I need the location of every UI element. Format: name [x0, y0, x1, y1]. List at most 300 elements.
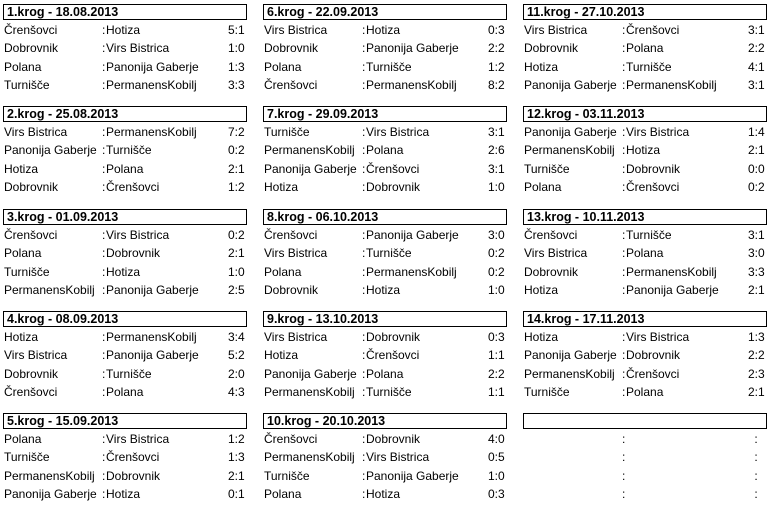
away-team: Črenšovci: [626, 367, 680, 381]
match-row: [520, 430, 768, 448]
round-block: [260, 4, 508, 96]
home-team: Turnišče: [524, 162, 570, 176]
team-separator: :: [622, 450, 626, 464]
round-title: 7.krog - 29.09.2013: [263, 106, 507, 122]
team-separator: :: [102, 41, 106, 55]
team-separator: :: [102, 23, 106, 37]
round-title: 12.krog - 03.11.2013: [523, 106, 767, 122]
away-team: Virs Bistrica: [626, 330, 690, 344]
away-team: Turnišče: [366, 385, 412, 399]
match-score: 3:1: [748, 78, 765, 92]
team-separator: :: [622, 487, 626, 501]
team-separator: :: [362, 283, 366, 297]
team-separator: :: [102, 180, 106, 194]
round-title: 13.krog - 10.11.2013: [523, 209, 767, 225]
away-team: PermanensKobilj: [366, 265, 457, 279]
match-score: 0:2: [228, 228, 245, 242]
match-row: [260, 430, 508, 448]
away-team: Virs Bistrica: [366, 125, 430, 139]
home-team: Panonija Gaberje: [4, 487, 97, 501]
match-score: 7:2: [228, 125, 245, 139]
team-separator: :: [102, 283, 106, 297]
home-team: Polana: [264, 487, 302, 501]
match-row: [260, 383, 508, 401]
match-row: [0, 328, 248, 346]
team-separator: :: [362, 450, 366, 464]
team-separator: :: [622, 60, 626, 74]
away-team: Hotiza: [106, 265, 141, 279]
team-separator: :: [102, 367, 106, 381]
match-score: 8:2: [488, 78, 505, 92]
away-team: Črenšovci: [106, 450, 160, 464]
away-team: Turnišče: [626, 228, 672, 242]
match-score: 3:1: [488, 162, 505, 176]
away-team: Panonija Gaberje: [366, 41, 459, 55]
away-team: Virs Bistrica: [366, 450, 430, 464]
match-score: 3:4: [228, 330, 245, 344]
match-row: [520, 123, 768, 141]
match-row: [520, 160, 768, 178]
round-title: 10.krog - 20.10.2013: [263, 413, 507, 429]
match-score: 0:3: [488, 487, 505, 501]
team-separator: :: [102, 330, 106, 344]
team-separator: :: [102, 246, 106, 260]
match-row: [0, 383, 248, 401]
home-team: Polana: [524, 180, 562, 194]
match-row: [260, 485, 508, 503]
away-team: Dobrovnik: [626, 348, 681, 362]
away-team: Turnišče: [106, 367, 152, 381]
match-row: [0, 160, 248, 178]
round-title: 5.krog - 15.09.2013: [3, 413, 247, 429]
away-team: Dobrovnik: [626, 162, 681, 176]
round-block: [520, 311, 768, 403]
team-separator: :: [102, 125, 106, 139]
home-team: Črenšovci: [4, 228, 58, 242]
round-title: 4.krog - 08.09.2013: [3, 311, 247, 327]
match-row: [0, 467, 248, 485]
match-score: 2:2: [748, 41, 765, 55]
match-score: :: [754, 432, 758, 446]
team-separator: :: [362, 162, 366, 176]
match-score: 2:0: [228, 367, 245, 381]
home-team: Virs Bistrica: [524, 246, 588, 260]
away-team: Dobrovnik: [106, 469, 161, 483]
away-team: Virs Bistrica: [106, 432, 170, 446]
match-row: [0, 21, 248, 39]
match-score: 1:0: [228, 265, 245, 279]
round-block: [0, 106, 248, 198]
away-team: Črenšovci: [626, 23, 680, 37]
home-team: Turnišče: [264, 125, 310, 139]
team-separator: :: [622, 41, 626, 55]
team-separator: :: [102, 385, 106, 399]
away-team: PermanensKobilj: [626, 78, 717, 92]
home-team: Dobrovnik: [524, 41, 579, 55]
team-separator: :: [102, 143, 106, 157]
away-team: Hotiza: [366, 23, 401, 37]
team-separator: :: [362, 78, 366, 92]
home-team: Polana: [264, 60, 302, 74]
match-score: 4:0: [488, 432, 505, 446]
round-block: [520, 106, 768, 198]
match-row: [260, 244, 508, 262]
home-team: Virs Bistrica: [4, 348, 68, 362]
home-team: Hotiza: [264, 348, 299, 362]
round-title: 2.krog - 25.08.2013: [3, 106, 247, 122]
away-team: Panonija Gaberje: [106, 348, 199, 362]
home-team: Polana: [264, 265, 302, 279]
home-team: Črenšovci: [264, 228, 318, 242]
match-row: [260, 160, 508, 178]
away-team: Polana: [626, 385, 664, 399]
away-team: PermanensKobilj: [366, 78, 457, 92]
match-row: [0, 76, 248, 94]
home-team: Virs Bistrica: [264, 246, 328, 260]
home-team: Panonija Gaberje: [264, 367, 357, 381]
away-team: Dobrovnik: [366, 180, 421, 194]
match-row: [260, 39, 508, 57]
home-team: Turnišče: [4, 78, 50, 92]
match-row: [520, 226, 768, 244]
match-row: [0, 430, 248, 448]
team-separator: :: [622, 283, 626, 297]
home-team: Črenšovci: [4, 385, 58, 399]
team-separator: :: [622, 469, 626, 483]
match-score: 2:2: [488, 367, 505, 381]
away-team: Dobrovnik: [366, 432, 421, 446]
away-team: Črenšovci: [626, 180, 680, 194]
away-team: Dobrovnik: [106, 246, 161, 260]
match-score: 2:2: [488, 41, 505, 55]
match-score: 3:0: [488, 228, 505, 242]
match-score: 0:2: [488, 246, 505, 260]
team-separator: :: [102, 348, 106, 362]
match-row: [0, 141, 248, 159]
round-block: [260, 311, 508, 403]
away-team: Hotiza: [366, 283, 401, 297]
match-score: 0:3: [488, 23, 505, 37]
away-team: Turnišče: [366, 60, 412, 74]
team-separator: :: [362, 41, 366, 55]
team-separator: :: [622, 143, 626, 157]
match-score: 1:0: [228, 41, 245, 55]
round-title: 11.krog - 27.10.2013: [523, 4, 767, 20]
home-team: Virs Bistrica: [264, 330, 328, 344]
home-team: PermanensKobilj: [264, 385, 355, 399]
team-separator: :: [622, 162, 626, 176]
team-separator: :: [102, 78, 106, 92]
away-team: PermanensKobilj: [106, 125, 197, 139]
match-score: 3:0: [748, 246, 765, 260]
match-row: [0, 263, 248, 281]
home-team: Panonija Gaberje: [524, 125, 617, 139]
match-score: 1:3: [228, 450, 245, 464]
round-block: [260, 106, 508, 198]
team-separator: :: [622, 265, 626, 279]
team-separator: :: [362, 330, 366, 344]
away-team: Črenšovci: [366, 348, 420, 362]
round-title: 9.krog - 13.10.2013: [263, 311, 507, 327]
match-score: 1:4: [748, 125, 765, 139]
team-separator: :: [622, 330, 626, 344]
match-row: [260, 21, 508, 39]
round-block: [260, 209, 508, 301]
home-team: PermanensKobilj: [4, 283, 95, 297]
away-team: Polana: [626, 246, 664, 260]
team-separator: :: [362, 265, 366, 279]
match-row: [520, 39, 768, 57]
match-row: [520, 485, 768, 503]
away-team: Polana: [106, 162, 144, 176]
team-separator: :: [622, 125, 626, 139]
team-separator: :: [362, 469, 366, 483]
match-score: 1:2: [228, 180, 245, 194]
team-separator: :: [102, 162, 106, 176]
away-team: Turnišče: [106, 143, 152, 157]
match-row: [0, 178, 248, 196]
team-separator: :: [622, 367, 626, 381]
match-score: 1:1: [488, 385, 505, 399]
match-row: [0, 281, 248, 299]
match-row: [260, 123, 508, 141]
match-row: [0, 346, 248, 364]
match-score: 0:2: [748, 180, 765, 194]
match-row: [260, 58, 508, 76]
team-separator: :: [622, 78, 626, 92]
match-row: [0, 244, 248, 262]
team-separator: :: [362, 125, 366, 139]
team-separator: :: [622, 228, 626, 242]
match-row: [260, 141, 508, 159]
team-separator: :: [102, 265, 106, 279]
match-score: 2:5: [228, 283, 245, 297]
match-score: 1:0: [488, 469, 505, 483]
away-team: Panonija Gaberje: [106, 60, 199, 74]
match-score: :: [754, 450, 758, 464]
match-row: [0, 58, 248, 76]
match-row: [520, 21, 768, 39]
match-row: [520, 346, 768, 364]
match-row: [260, 467, 508, 485]
away-team: Turnišče: [366, 246, 412, 260]
match-score: 4:1: [748, 60, 765, 74]
team-separator: :: [622, 432, 626, 446]
away-team: Virs Bistrica: [106, 228, 170, 242]
away-team: Turnišče: [626, 60, 672, 74]
round-block: [0, 413, 248, 505]
match-row: [520, 58, 768, 76]
home-team: Hotiza: [524, 330, 559, 344]
team-separator: :: [102, 60, 106, 74]
home-team: PermanensKobilj: [264, 450, 355, 464]
match-score: 0:3: [488, 330, 505, 344]
home-team: Virs Bistrica: [524, 23, 588, 37]
away-team: PermanensKobilj: [626, 265, 717, 279]
match-score: 2:1: [748, 143, 765, 157]
away-team: Polana: [106, 385, 144, 399]
home-team: Turnišče: [264, 469, 310, 483]
team-separator: :: [362, 23, 366, 37]
match-score: 1:2: [228, 432, 245, 446]
match-score: 2:1: [228, 162, 245, 176]
team-separator: :: [102, 228, 106, 242]
team-separator: :: [622, 180, 626, 194]
team-separator: :: [362, 432, 366, 446]
match-score: 2:1: [228, 469, 245, 483]
match-score: 2:1: [748, 283, 765, 297]
round-title: 8.krog - 06.10.2013: [263, 209, 507, 225]
match-row: [260, 76, 508, 94]
match-score: 3:1: [488, 125, 505, 139]
match-row: [260, 328, 508, 346]
team-separator: :: [362, 143, 366, 157]
away-team: Virs Bistrica: [626, 125, 690, 139]
match-row: [520, 328, 768, 346]
match-row: [260, 226, 508, 244]
match-score: 3:1: [748, 228, 765, 242]
match-score: 3:1: [748, 23, 765, 37]
home-team: Dobrovnik: [4, 41, 59, 55]
match-score: 0:0: [748, 162, 765, 176]
match-row: [0, 226, 248, 244]
away-team: Polana: [366, 143, 404, 157]
team-separator: :: [102, 450, 106, 464]
match-score: 0:5: [488, 450, 505, 464]
match-row: [0, 123, 248, 141]
round-block: [0, 311, 248, 403]
team-separator: :: [622, 246, 626, 260]
match-score: 1:3: [228, 60, 245, 74]
home-team: Črenšovci: [524, 228, 578, 242]
home-team: PermanensKobilj: [524, 143, 615, 157]
match-score: 1:3: [748, 330, 765, 344]
match-row: [520, 76, 768, 94]
away-team: Panonija Gaberje: [366, 469, 459, 483]
round-block: [0, 4, 248, 96]
empty-round-block: [520, 413, 768, 505]
home-team: Dobrovnik: [264, 41, 319, 55]
team-separator: :: [102, 432, 106, 446]
round-block: [0, 209, 248, 301]
match-score: :: [754, 487, 758, 501]
match-score: 0:1: [228, 487, 245, 501]
home-team: Hotiza: [524, 283, 559, 297]
home-team: Dobrovnik: [524, 265, 579, 279]
home-team: Turnišče: [4, 265, 50, 279]
team-separator: :: [102, 469, 106, 483]
match-score: 3:3: [748, 265, 765, 279]
away-team: Hotiza: [106, 487, 141, 501]
match-row: [520, 244, 768, 262]
match-row: [520, 365, 768, 383]
match-row: [520, 467, 768, 485]
match-score: 3:3: [228, 78, 245, 92]
home-team: Polana: [4, 60, 42, 74]
match-score: :: [754, 469, 758, 483]
team-separator: :: [362, 385, 366, 399]
match-row: [0, 448, 248, 466]
home-team: Črenšovci: [264, 78, 318, 92]
round-block: [260, 413, 508, 505]
team-separator: :: [362, 60, 366, 74]
match-score: 1:0: [488, 180, 505, 194]
home-team: Črenšovci: [4, 23, 58, 37]
away-team: Črenšovci: [366, 162, 420, 176]
round-title: [523, 413, 767, 429]
away-team: Hotiza: [626, 143, 661, 157]
away-team: Dobrovnik: [366, 330, 421, 344]
match-score: 1:1: [488, 348, 505, 362]
match-row: [0, 485, 248, 503]
home-team: PermanensKobilj: [4, 469, 95, 483]
match-row: [520, 178, 768, 196]
match-score: 4:3: [228, 385, 245, 399]
home-team: Polana: [4, 432, 42, 446]
home-team: Panonija Gaberje: [524, 78, 617, 92]
match-score: 0:2: [488, 265, 505, 279]
home-team: Turnišče: [4, 450, 50, 464]
home-team: Panonija Gaberje: [524, 348, 617, 362]
away-team: Virs Bistrica: [106, 41, 170, 55]
home-team: Dobrovnik: [4, 180, 59, 194]
match-row: [260, 178, 508, 196]
home-team: PermanensKobilj: [524, 367, 615, 381]
away-team: Polana: [626, 41, 664, 55]
match-row: [0, 39, 248, 57]
home-team: Hotiza: [264, 180, 299, 194]
match-row: [260, 281, 508, 299]
away-team: Panonija Gaberje: [626, 283, 719, 297]
match-score: 2:1: [748, 385, 765, 399]
match-score: 5:2: [228, 348, 245, 362]
home-team: Dobrovnik: [4, 367, 59, 381]
home-team: Polana: [4, 246, 42, 260]
round-title: 1.krog - 18.08.2013: [3, 4, 247, 20]
match-score: 1:2: [488, 60, 505, 74]
away-team: PermanensKobilj: [106, 78, 197, 92]
team-separator: :: [362, 487, 366, 501]
away-team: Panonija Gaberje: [106, 283, 199, 297]
match-score: 2:2: [748, 348, 765, 362]
match-row: [520, 141, 768, 159]
match-row: [260, 263, 508, 281]
home-team: Panonija Gaberje: [4, 143, 97, 157]
match-row: [260, 346, 508, 364]
round-title: 14.krog - 17.11.2013: [523, 311, 767, 327]
home-team: Virs Bistrica: [4, 125, 68, 139]
away-team: Hotiza: [366, 487, 401, 501]
away-team: Hotiza: [106, 23, 141, 37]
away-team: PermanensKobilj: [106, 330, 197, 344]
match-row: [0, 365, 248, 383]
match-score: 2:3: [748, 367, 765, 381]
team-separator: :: [102, 487, 106, 501]
match-score: 0:2: [228, 143, 245, 157]
match-row: [260, 448, 508, 466]
team-separator: :: [362, 367, 366, 381]
home-team: Virs Bistrica: [264, 23, 328, 37]
match-row: [520, 448, 768, 466]
home-team: PermanensKobilj: [264, 143, 355, 157]
home-team: Črenšovci: [264, 432, 318, 446]
round-title: 6.krog - 22.09.2013: [263, 4, 507, 20]
team-separator: :: [362, 246, 366, 260]
team-separator: :: [362, 348, 366, 362]
team-separator: :: [362, 180, 366, 194]
round-block: [520, 4, 768, 96]
team-separator: :: [622, 23, 626, 37]
